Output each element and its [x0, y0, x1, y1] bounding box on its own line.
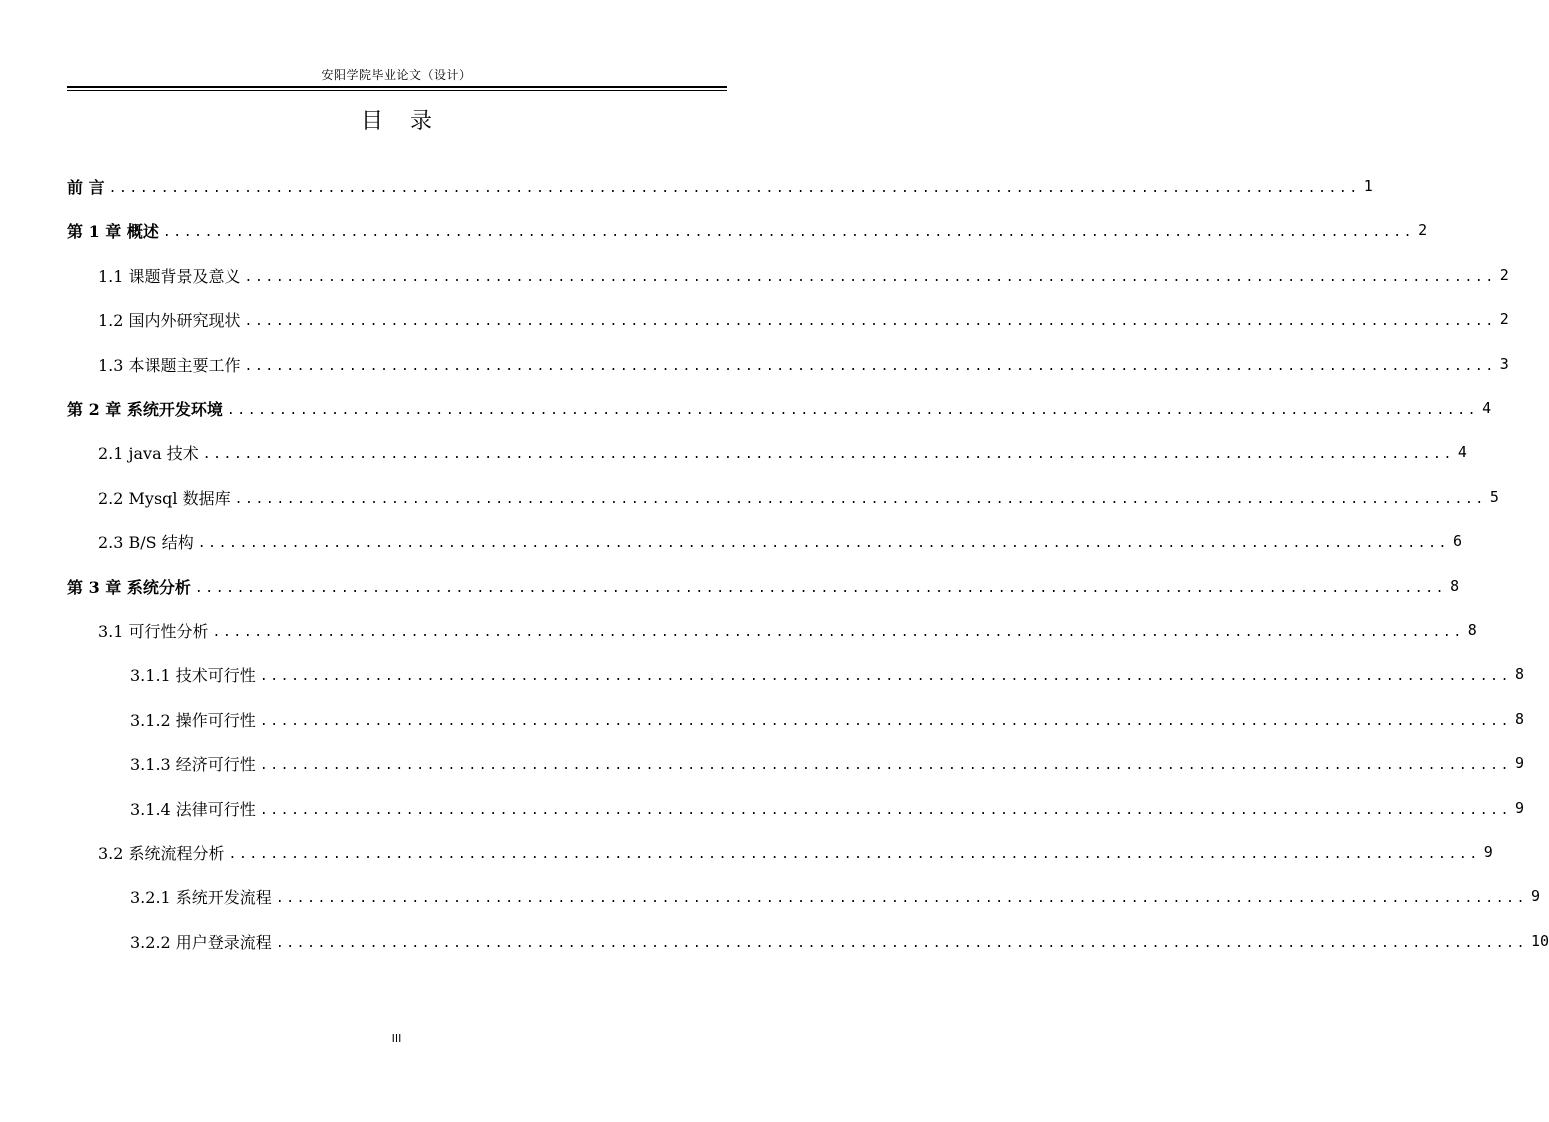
page-title: 目 录 [361, 109, 442, 134]
toc-entry[interactable] [130, 749, 1525, 777]
toc-entry[interactable] [98, 350, 1509, 378]
toc-entry-label: 3.2 系统流程分析 [98, 843, 225, 863]
toc-leader-dots: ........................................................................................................................ [226, 402, 1479, 418]
toc-entry-label: 2.2 Mysql 数据库 [98, 488, 231, 508]
toc-entry[interactable] [98, 305, 1509, 333]
toc-entry-page: 9 [1515, 799, 1525, 817]
toc-entry-page: 10 [1531, 932, 1549, 950]
toc-entry-page: 3 [1499, 355, 1509, 373]
toc-entry-label: 1.2 国内外研究现状 [98, 310, 241, 330]
toc-entry-page: 4 [1457, 443, 1467, 461]
toc-entry-label: 3.1.1 技术可行性 [130, 665, 256, 685]
toc-leader-dots: ........................................................................................................................ [244, 269, 1496, 285]
toc-leader-dots: ........................................................................................................................ [259, 757, 1512, 773]
toc-entry-page: 5 [1489, 488, 1499, 506]
toc-entry-page: 9 [1531, 887, 1541, 905]
toc-entry-label: 1.3 本课题主要工作 [98, 355, 241, 375]
toc-entry-page: 9 [1483, 843, 1493, 861]
toc-entry-page: 2 [1499, 266, 1509, 284]
toc-entry-label: 2.3 B/S 结构 [98, 532, 194, 552]
toc-entry-label: 3.1.3 经济可行性 [130, 754, 256, 774]
header-rule-thick [67, 86, 727, 88]
toc-entry-label: 1.1 课题背景及意义 [98, 266, 241, 286]
toc-entry[interactable] [98, 616, 1477, 644]
toc-entry-label: 前 言 [67, 177, 105, 197]
toc-leader-dots: ........................................................................................................................ [259, 802, 1512, 818]
toc-entry-page: 8 [1467, 621, 1477, 639]
toc-entry[interactable] [130, 927, 1549, 955]
toc-entry-label: 3.1.4 法律可行性 [130, 799, 256, 819]
toc-leader-dots: ........................................................................................................................ [259, 713, 1512, 729]
toc-leader-dots: ........................................................................................................................ [228, 846, 1480, 862]
toc-entry-page: 8 [1450, 577, 1460, 595]
header-rule-thin [67, 90, 727, 91]
toc-entry-label: 3.2.2 用户登录流程 [130, 932, 272, 952]
toc-entry-label: 3.1 可行性分析 [98, 621, 209, 641]
toc-entry[interactable] [98, 438, 1467, 466]
toc-entry-label: 3.2.1 系统开发流程 [130, 887, 272, 907]
toc-entry[interactable] [98, 483, 1499, 511]
toc-entry-page: 2 [1499, 310, 1509, 328]
toc-leader-dots: ........................................................................................................................ [202, 446, 1454, 462]
toc-entry[interactable] [130, 882, 1541, 910]
toc-leader-dots: ........................................................................................................................ [194, 580, 1447, 596]
toc-leader-dots: ........................................................................................................................ [275, 890, 1528, 906]
toc-leader-dots: ........................................................................................................................ [244, 313, 1496, 329]
toc-leader-dots: ........................................................................................................................ [259, 668, 1512, 684]
toc-entry-label: 第 1 章 概述 [67, 221, 159, 241]
toc-entry-page: 4 [1482, 399, 1492, 417]
toc-entry[interactable] [67, 216, 1428, 244]
toc-entry[interactable] [130, 705, 1525, 733]
toc-entry-label: 2.1 java 技术 [98, 443, 199, 463]
toc-leader-dots: ........................................................................................................................ [234, 491, 1486, 507]
toc-leader-dots: ........................................................................................................................ [162, 224, 1415, 240]
toc-entry[interactable] [98, 261, 1509, 289]
toc-entry[interactable] [130, 660, 1525, 688]
toc-entry[interactable] [67, 172, 1373, 200]
toc-leader-dots: ........................................................................................................................ [244, 358, 1496, 374]
toc-entry-label: 3.1.2 操作可行性 [130, 710, 256, 730]
running-header: 安阳学院毕业论文（设计） [321, 68, 472, 82]
page-number: III [391, 1032, 402, 1045]
toc-leader-dots: ........................................................................................................................ [108, 180, 1360, 196]
toc-entry-page: 9 [1515, 754, 1525, 772]
toc-entry[interactable] [98, 527, 1462, 555]
toc-entry-page: 6 [1452, 532, 1462, 550]
toc-entry-label: 第 2 章 系统开发环境 [67, 399, 223, 419]
toc-entry[interactable] [67, 394, 1492, 422]
toc-entry-label: 第 3 章 系统分析 [67, 577, 191, 597]
toc-entry-page: 8 [1515, 710, 1525, 728]
toc-entry[interactable] [130, 794, 1525, 822]
toc-entry[interactable] [67, 572, 1460, 600]
toc-entry-page: 1 [1363, 177, 1373, 195]
toc-leader-dots: ........................................................................................................................ [197, 535, 1449, 551]
toc-entry-page: 8 [1515, 665, 1525, 683]
toc-entry-page: 2 [1418, 221, 1428, 239]
toc-entry[interactable] [98, 838, 1493, 866]
toc-leader-dots: ........................................................................................................................ [212, 624, 1464, 640]
toc-leader-dots: ........................................................................................................................ [275, 935, 1528, 951]
